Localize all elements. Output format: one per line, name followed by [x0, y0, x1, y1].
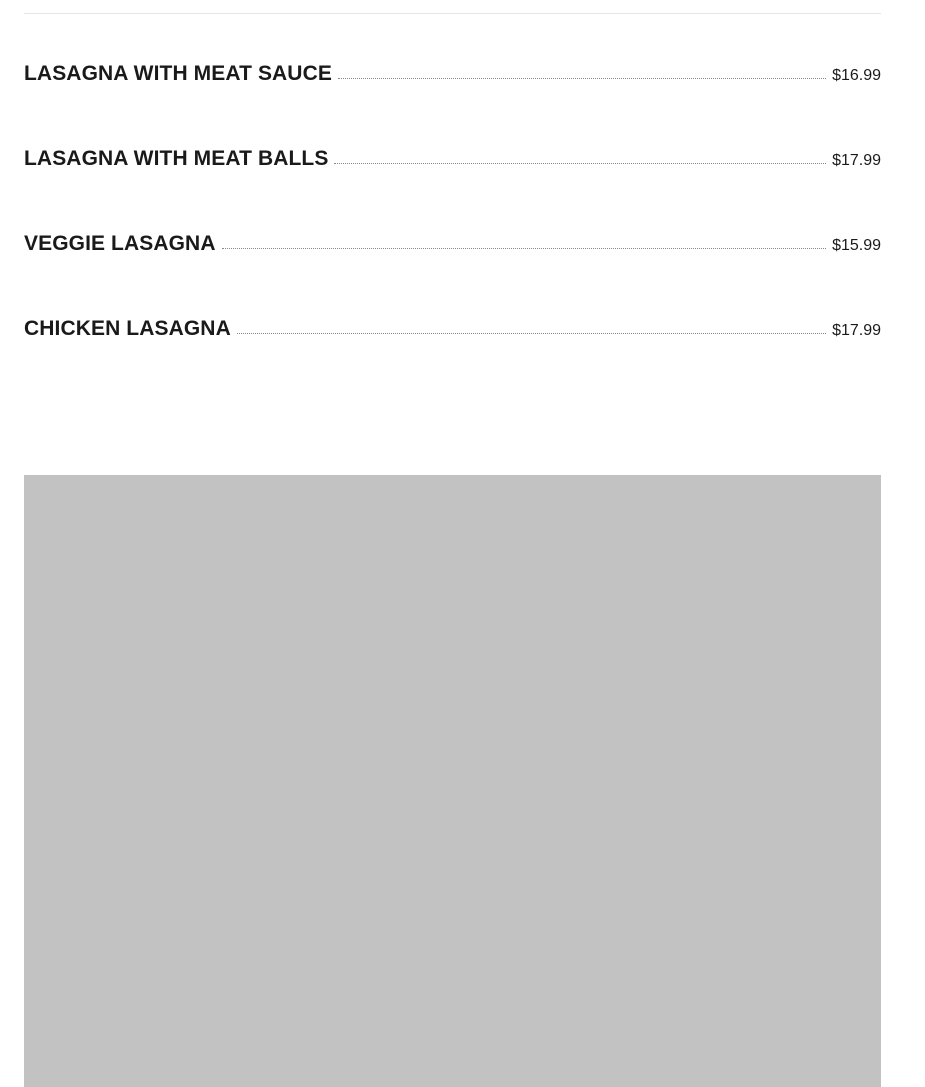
- dotted-leader: [334, 162, 826, 164]
- menu-item: [24, 147, 881, 232]
- menu-item: [24, 317, 881, 402]
- section-divider: [24, 13, 881, 14]
- menu-item-name: LASAGNA WITH MEAT BALLS: [24, 147, 329, 170]
- menu-list: [24, 62, 881, 402]
- menu-item-name: LASAGNA WITH MEAT SAUCE: [24, 62, 332, 85]
- menu-item-name: CHICKEN LASAGNA: [24, 317, 231, 340]
- dotted-leader: [237, 332, 826, 334]
- dotted-leader: [338, 77, 826, 79]
- menu-item-price: $17.99: [832, 152, 881, 169]
- menu-item-name: VEGGIE LASAGNA: [24, 232, 216, 255]
- menu-item: [24, 232, 881, 317]
- menu-item-price: $16.99: [832, 67, 881, 84]
- image-placeholder: [24, 475, 881, 1087]
- menu-item: [24, 62, 881, 147]
- menu-item-price: $15.99: [832, 237, 881, 254]
- menu-item-price: $17.99: [832, 322, 881, 339]
- dotted-leader: [222, 247, 826, 249]
